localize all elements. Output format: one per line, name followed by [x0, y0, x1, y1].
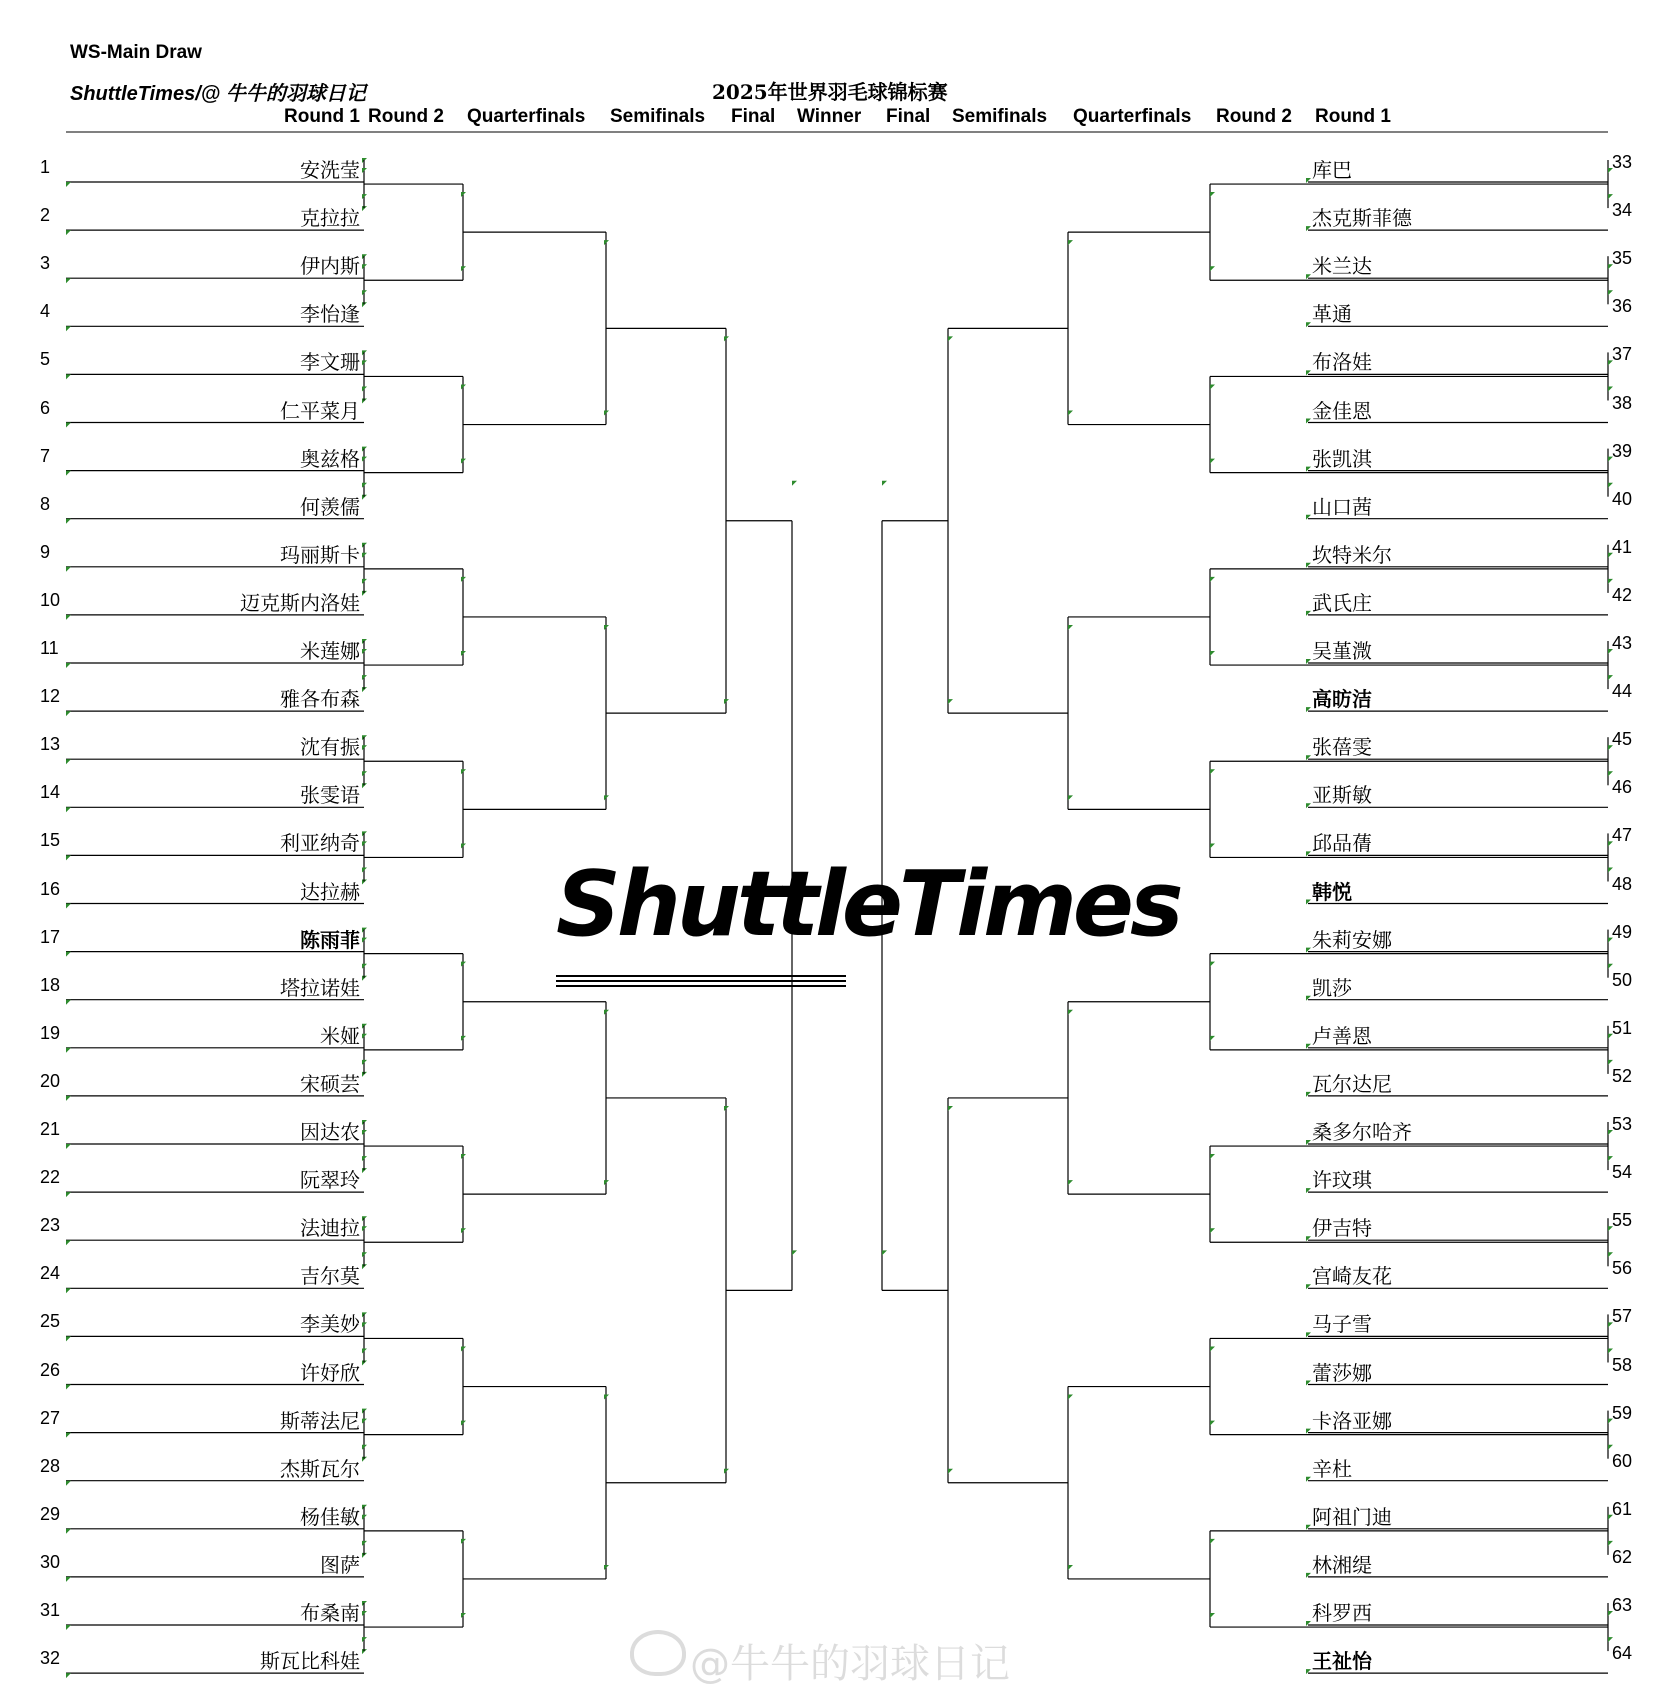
right-seed-number: 40: [1612, 488, 1633, 509]
header-round2-right: Round 2: [1216, 106, 1292, 127]
right-player-name: 林湘缇: [1312, 1552, 1372, 1577]
cell-marker: [1608, 771, 1613, 776]
cell-marker: [1068, 411, 1073, 416]
left-player-name: 米莲娜: [300, 639, 360, 663]
cell-marker: [948, 1469, 953, 1474]
header-quarterfinals-right: Quarterfinals: [1073, 106, 1192, 127]
left-player-name: 奥兹格: [300, 446, 360, 471]
right-seed-number: 53: [1612, 1114, 1633, 1134]
cell-marker: [1608, 387, 1613, 392]
right-seed-number: 56: [1612, 1258, 1633, 1279]
shuttletimes-logo: [556, 852, 1180, 957]
weibo-watermark: @牛牛的羽球日记: [690, 1641, 1010, 1687]
cell-marker: [1068, 795, 1073, 800]
right-seed-number: 62: [1612, 1546, 1633, 1567]
cell-marker: [1608, 1060, 1613, 1065]
cell-marker: [882, 481, 887, 486]
left-seed-number: 16: [40, 878, 61, 899]
left-player-name: 迈克斯内洛娃: [240, 590, 360, 615]
right-seed-number: 37: [1612, 344, 1633, 365]
header-semifinals-right: Semifinals: [952, 106, 1048, 127]
header-final-right: Final: [886, 106, 931, 127]
left-player-name: 李怡逢: [300, 302, 360, 327]
right-seed-number: 59: [1612, 1402, 1633, 1423]
right-player-name: 吴堇溦: [1312, 639, 1372, 663]
left-player-name: 安洗莹: [300, 158, 360, 182]
left-seed-number: 27: [40, 1407, 61, 1428]
cell-marker: [1608, 1637, 1613, 1642]
cell-marker: [1210, 1154, 1215, 1159]
cell-marker: [1608, 579, 1613, 584]
cell-marker: [1608, 1541, 1613, 1546]
right-player-name: 蕾莎娜: [1312, 1360, 1372, 1385]
weibo-icon: [630, 1630, 686, 1676]
header-round1-right: Round 1: [1315, 106, 1391, 127]
left-seed-number: 12: [40, 686, 61, 707]
left-seed-number: 8: [40, 493, 51, 514]
right-seed-number: 36: [1612, 296, 1633, 317]
left-player-name: 玛丽斯卡: [280, 542, 360, 567]
right-seed-number: 47: [1612, 825, 1633, 846]
cell-marker: [1210, 192, 1215, 197]
cell-marker: [1210, 769, 1215, 774]
header-final-left: Final: [731, 106, 776, 127]
left-seed-number: 24: [40, 1263, 61, 1284]
left-player-name: 法迪拉: [300, 1216, 360, 1241]
left-seed-number: 10: [40, 589, 61, 610]
left-seed-number: 1: [40, 157, 51, 177]
right-player-name: 辛杜: [1312, 1456, 1352, 1481]
left-seed-number: 29: [40, 1503, 61, 1524]
cell-marker: [1210, 1036, 1215, 1041]
left-player-name: 布桑南: [300, 1601, 360, 1625]
left-seed-number: 31: [40, 1600, 61, 1620]
left-player-name: 达拉赫: [300, 879, 360, 904]
left-player-name: 图萨: [320, 1552, 360, 1577]
right-player-name: 宫崎友花: [1312, 1264, 1392, 1289]
left-player-name: 许妤欣: [300, 1360, 360, 1385]
cell-marker: [1210, 1228, 1215, 1233]
header-winner: Winner: [797, 106, 862, 127]
left-seed-number: 26: [40, 1359, 61, 1380]
cell-marker: [1608, 1445, 1613, 1450]
left-seed-number: 3: [40, 253, 51, 274]
left-seed-number: 21: [40, 1119, 61, 1139]
left-player-name: 斯蒂法尼: [280, 1408, 360, 1433]
left-seed-number: 2: [40, 205, 51, 226]
right-seed-number: 41: [1612, 536, 1633, 557]
left-player-name: 杨佳敏: [300, 1504, 360, 1529]
left-player-name: 宋硕芸: [300, 1071, 360, 1096]
right-player-name: 伊吉特: [1312, 1216, 1372, 1241]
left-player-name: 斯瓦比科娃: [260, 1649, 360, 1674]
cell-marker: [1068, 240, 1073, 245]
right-player-name: 马子雪: [1312, 1312, 1372, 1337]
left-player-name: 李美妙: [300, 1312, 360, 1337]
right-player-name: 武氏庄: [1312, 590, 1372, 615]
right-seed-number: 35: [1612, 248, 1633, 269]
logo-text: ShuttleTimes: [556, 852, 1180, 957]
cell-marker: [1210, 1613, 1215, 1618]
left-player-name: 克拉拉: [300, 206, 360, 231]
left-seed-number: 13: [40, 734, 61, 755]
header-round1-left: Round 1: [284, 106, 360, 127]
cell-marker: [1608, 868, 1613, 873]
cell-marker: [1210, 384, 1215, 389]
left-seed-number: 4: [40, 301, 51, 322]
right-seed-number: 34: [1612, 200, 1633, 221]
left-seed-number: 32: [40, 1648, 61, 1669]
left-seed-number: 23: [40, 1215, 61, 1236]
cell-marker: [1608, 1349, 1613, 1354]
right-seed-number: 57: [1612, 1306, 1633, 1327]
right-seed-number: 55: [1612, 1210, 1633, 1231]
left-player-name: 仁平菜月: [280, 398, 360, 423]
right-player-name: 瓦尔达尼: [1312, 1071, 1392, 1096]
right-seed-number: 49: [1612, 921, 1633, 942]
left-seed-number: 7: [40, 445, 51, 466]
right-player-name: 米兰达: [1312, 254, 1372, 279]
right-player-name: 卢善恩: [1312, 1023, 1372, 1048]
event-title: 2025年世界羽毛球锦标赛: [712, 80, 948, 104]
right-player-name: 坎特米尔: [1312, 542, 1392, 567]
left-player-name: 雅各布森: [280, 687, 360, 712]
right-seed-number: 38: [1612, 392, 1633, 413]
right-seed-number: 52: [1612, 1065, 1633, 1086]
right-player-name: 革通: [1312, 302, 1352, 327]
header-quarterfinals-left: Quarterfinals: [467, 106, 586, 127]
right-player-name: 高昉洁: [1312, 687, 1372, 712]
cell-marker: [882, 1250, 887, 1255]
left-seed-number: 5: [40, 349, 51, 370]
right-seed-number: 48: [1612, 873, 1633, 894]
right-player-name: 凯莎: [1312, 975, 1352, 1000]
cell-marker: [1210, 1346, 1215, 1351]
left-seed-number: 15: [40, 830, 61, 851]
cell-marker: [1210, 459, 1215, 464]
cell-marker: [1210, 651, 1215, 656]
cell-marker: [1210, 1539, 1215, 1544]
right-player-name: 山口茜: [1312, 494, 1372, 519]
sheet-subtitle: ShuttleTimes/@ 牛牛的羽球日记: [70, 83, 366, 105]
cell-marker: [1608, 964, 1613, 969]
right-player-name: 科罗西: [1312, 1601, 1372, 1625]
left-player-name: 阮翠玲: [300, 1168, 360, 1193]
right-seed-number: 54: [1612, 1162, 1633, 1183]
right-player-name: 朱莉安娜: [1312, 927, 1392, 952]
cell-marker: [948, 336, 953, 341]
cell-marker: [1210, 1421, 1215, 1426]
left-seed-number: 9: [40, 541, 51, 562]
left-seed-number: 14: [40, 782, 61, 803]
right-player-name: 库巴: [1312, 158, 1352, 182]
right-player-name: 布洛娃: [1312, 350, 1372, 375]
right-player-name: 杰克斯菲德: [1312, 206, 1412, 231]
cell-marker: [1608, 194, 1613, 199]
left-player-name: 李文珊: [300, 350, 360, 375]
cell-marker: [1608, 483, 1613, 488]
cell-marker: [1608, 290, 1613, 295]
left-seed-number: 28: [40, 1455, 61, 1476]
left-seed-number: 22: [40, 1167, 61, 1188]
right-seed-number: 51: [1612, 1017, 1633, 1038]
right-seed-number: 45: [1612, 729, 1633, 750]
left-player-name: 杰斯瓦尔: [280, 1456, 360, 1481]
cell-marker: [1608, 1252, 1613, 1257]
cell-marker: [1210, 962, 1215, 967]
left-seed-number: 30: [40, 1551, 61, 1572]
left-player-name: 伊内斯: [300, 254, 360, 279]
left-player-name: 张雯语: [300, 783, 360, 808]
right-seed-number: 64: [1612, 1643, 1633, 1664]
left-player-name: 沈有振: [300, 735, 360, 760]
cell-marker: [1068, 1010, 1073, 1015]
left-player-name: 因达农: [300, 1120, 360, 1144]
right-player-name: 阿祖门迪: [1312, 1504, 1392, 1529]
left-player-name: 何羡儒: [300, 494, 360, 519]
left-seed-number: 11: [40, 638, 59, 658]
right-player-name: 卡洛亚娜: [1312, 1408, 1392, 1433]
right-player-name: 邱品蒨: [1312, 831, 1372, 856]
right-seed-number: 46: [1612, 777, 1633, 798]
right-seed-number: 63: [1612, 1595, 1633, 1615]
right-player-name: 亚斯敏: [1312, 783, 1372, 808]
right-seed-number: 58: [1612, 1354, 1633, 1375]
cell-marker: [1068, 1565, 1073, 1570]
cell-marker: [948, 699, 953, 704]
right-player-name: 张凯淇: [1312, 446, 1372, 471]
right-seed-number: 42: [1612, 584, 1633, 605]
right-player-name: 王祉怡: [1312, 1649, 1372, 1674]
left-player-name: 米娅: [320, 1023, 360, 1048]
right-seed-number: 61: [1612, 1498, 1633, 1519]
left-player-name: 吉尔莫: [300, 1264, 360, 1289]
right-seed-number: 39: [1612, 440, 1633, 461]
left-player-name: 塔拉诺娃: [280, 975, 360, 1000]
right-player-name: 许玟琪: [1312, 1168, 1372, 1193]
left-player-name: 陈雨菲: [300, 927, 360, 952]
left-seed-number: 20: [40, 1070, 61, 1091]
cell-marker: [1210, 577, 1215, 582]
right-player-name: 张蓓雯: [1312, 735, 1372, 760]
right-player-name: 桑多尔哈齐: [1312, 1120, 1412, 1144]
header-round2-left: Round 2: [368, 106, 444, 127]
cell-marker: [948, 1106, 953, 1111]
right-seed-number: 50: [1612, 969, 1633, 990]
sheet-title: WS-Main Draw: [70, 42, 202, 63]
cell-marker: [792, 481, 797, 486]
left-seed-number: 6: [40, 397, 51, 418]
right-seed-number: 60: [1612, 1450, 1633, 1471]
cell-marker: [1210, 266, 1215, 271]
left-seed-number: 17: [40, 926, 61, 947]
right-player-name: 金佳恩: [1312, 398, 1372, 423]
left-seed-number: 25: [40, 1311, 61, 1332]
cell-marker: [792, 1250, 797, 1255]
left-player-name: 利亚纳奇: [280, 831, 360, 856]
left-seed-number: 19: [40, 1022, 61, 1043]
right-seed-number: 33: [1612, 152, 1633, 172]
cell-marker: [1068, 1395, 1073, 1400]
right-player-name: 韩悦: [1312, 879, 1352, 904]
cell-marker: [1068, 625, 1073, 630]
right-seed-number: 43: [1612, 633, 1633, 653]
right-seed-number: 44: [1612, 681, 1633, 702]
cell-marker: [1068, 1180, 1073, 1185]
cell-marker: [1608, 1156, 1613, 1161]
cell-marker: [1608, 675, 1613, 680]
cell-marker: [1210, 843, 1215, 848]
header-semifinals-left: Semifinals: [610, 106, 706, 127]
left-seed-number: 18: [40, 974, 61, 995]
